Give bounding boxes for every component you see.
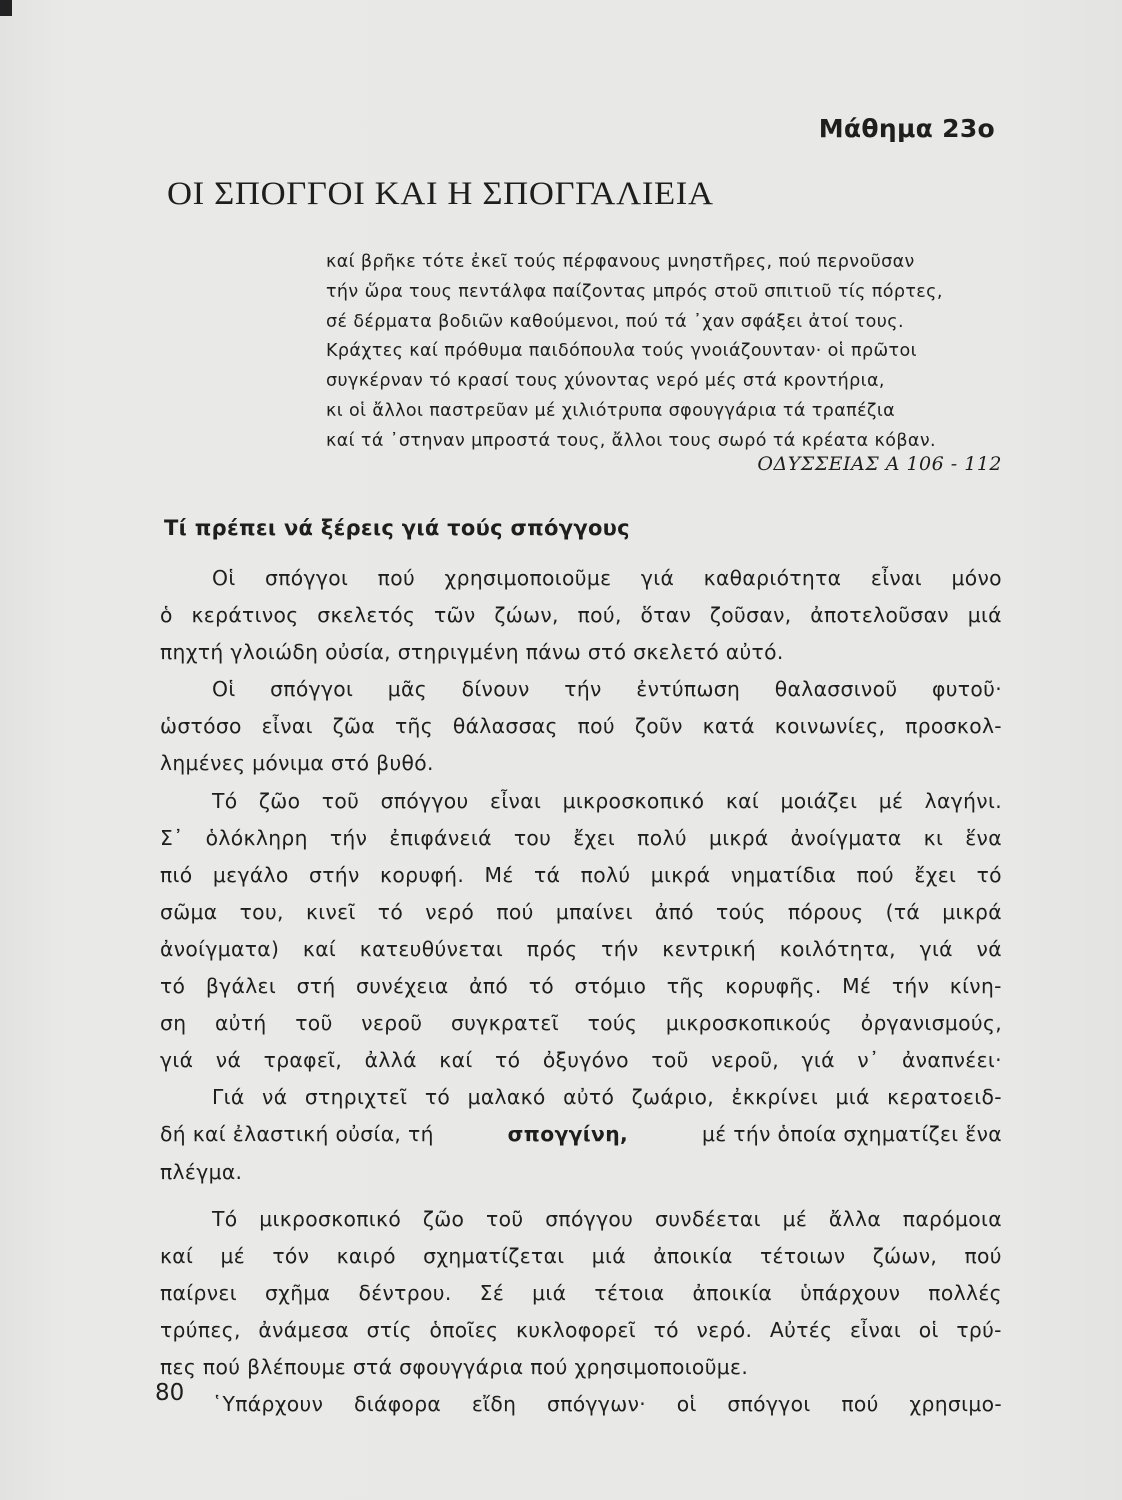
body-line-part: μέ τήν ὁποία σχηματίζει ἕνα	[701, 1122, 1002, 1147]
body-line: γιά νά τραφεῖ, ἀλλά καί τό ὀξυγόνο τοῦ νεροῦ, γιά ν᾽ ἀναπνέει·	[160, 1048, 1002, 1073]
body-line: ὁ κεράτινος σκελετός τῶν ζώων, πού, ὅταν ζοῦσαν, ἀποτελοῦσαν μιά	[160, 603, 1002, 628]
epigraph-line: σέ δέρματα βοδιῶν καθούμενοι, πού τά ᾽χαν σφάξει ἀτοί τους.	[326, 311, 904, 332]
epigraph	[326, 248, 1016, 457]
body-line: σῶμα του, κινεῖ τό νερό πού μπαίνει ἀπό τούς πόρους (τά μικρά	[160, 899, 1002, 924]
chapter-title: ΟΙ ΣΠΟΓΓΟΙ ΚΑΙ Η ΣΠΟΓΓΑΛΙΕΙΑ	[167, 176, 714, 212]
epigraph-line: κι οἱ ἄλλοι παστρεῦαν μέ χιλιότρυπα σφουγγάρια τά τραπέζια	[326, 400, 896, 421]
body-line: πιό μεγάλο στήν κορυφή. Μέ τά πολύ μικρά νηματίδια πού ἔχει τό	[160, 862, 1002, 887]
lesson-label: Μάθημα 23ο	[818, 114, 995, 143]
section-heading: Τί πρέπει νά ξέρεις γιά τούς σπόγγους	[164, 516, 630, 540]
body-line: τρύπες, ἀνάμεσα στίς ὁποῖες κυκλοφορεῖ τό νερό. Αὐτές εἶναι οἱ τρύ-	[160, 1317, 1002, 1342]
body-line: ῾Υπάρχουν διάφορα εἴδη σπόγγων· οἱ σπόγγοι πού χρησιμο-	[212, 1392, 1002, 1417]
epigraph-line: τήν ὥρα τους πεντάλφα παίζοντας μπρός στοῦ σπιτιοῦ τίς πόρτες,	[326, 281, 943, 302]
body-line: Γιά νά στηριχτεῖ τό μαλακό αὐτό ζωάριο, ἐκκρίνει μιά κερατοειδ-	[212, 1085, 1002, 1110]
body-line: λημένες μόνιμα στό βυθό.	[160, 751, 434, 776]
body-line: Τό μικροσκοπικό ζῶο τοῦ σπόγγου συνδέεται μέ ἄλλα παρόμοια	[212, 1206, 1002, 1231]
body-line: πες πού βλέπουμε στά σφουγγάρια πού χρησιμοποιοῦμε.	[160, 1354, 749, 1379]
body-line: καί μέ τόν καιρό σχηματίζεται μιά ἀποικία τέτοιων ζώων, πού	[160, 1243, 1002, 1268]
epigraph-line: Κράχτες καί πρόθυμα παιδόπουλα τούς γνοιάζουνταν· οἱ πρῶτοι	[326, 341, 917, 362]
term-spongin: σπογγίνη,	[507, 1122, 629, 1147]
epigraph-line: καί τά ᾽στηναν μπροστά τους, ἄλλοι τους σωρό τά κρέατα κόβαν.	[326, 430, 936, 451]
body-line: πηχτή γλοιώδη οὐσία, στηριγμένη πάνω στό σκελετό αὐτό.	[160, 640, 784, 665]
body-line: Οἱ σπόγγοι πού χρησιμοποιοῦμε γιά καθαριότητα εἶναι μόνο	[212, 566, 1002, 590]
epigraph-source: ΟΔΥΣΣΕΙΑΣ Α 106 - 112	[757, 453, 1002, 475]
body-line: Τό ζῶο τοῦ σπόγγου εἶναι μικροσκοπικό καί μοιάζει μέ λαγήνι.	[212, 788, 1002, 813]
body-line-part: δή καί ἐλαστική οὐσία, τή	[160, 1122, 434, 1147]
scan-corner-mark	[0, 0, 12, 16]
paragraph-gap	[160, 1191, 1002, 1201]
page-number: 80	[155, 1380, 185, 1406]
body-line: Σ᾽ ὁλόκληρη τήν ἐπιφάνειά του ἔχει πολύ μικρά ἀνοίγματα κι ἕνα	[160, 825, 1002, 850]
body-line: πλέγμα.	[160, 1159, 243, 1184]
epigraph-line: συγκέρναν τό κρασί τους χύνοντας νερό μές στά κροντήρια,	[326, 371, 885, 392]
body-line: ἀνοίγματα) καί κατευθύνεται πρός τήν κεντρική κοιλότητα, γιά νά	[160, 936, 1002, 961]
body-line-with-term	[160, 1116, 1002, 1153]
body-line: ὡστόσο εἶναι ζῶα τῆς θάλασσας πού ζοῦν κατά κοινωνίες, προσκολ-	[160, 714, 1002, 739]
epigraph-line: καί βρῆκε τότε ἐκεῖ τούς πέρφανους μνηστῆρες, πού περνοῦσαν	[326, 252, 915, 272]
body-line: τό βγάλει στή συνέχεια ἀπό τό στόμιο τῆς κορυφῆς. Μέ τήν κίνη-	[160, 974, 1002, 999]
body-line: παίρνει σχῆμα δέντρου. Σέ μιά τέτοια ἀποικία ὑπάρχουν πολλές	[160, 1280, 1002, 1305]
body-text	[160, 560, 1002, 1423]
body-line: Οἱ σπόγγοι μᾶς δίνουν τήν ἐντύπωση θαλασσινοῦ φυτοῦ·	[212, 677, 1002, 702]
body-line: ση αὐτή τοῦ νεροῦ συγκρατεῖ τούς μικροσκοπικούς ὀργανισμούς,	[160, 1011, 1002, 1036]
